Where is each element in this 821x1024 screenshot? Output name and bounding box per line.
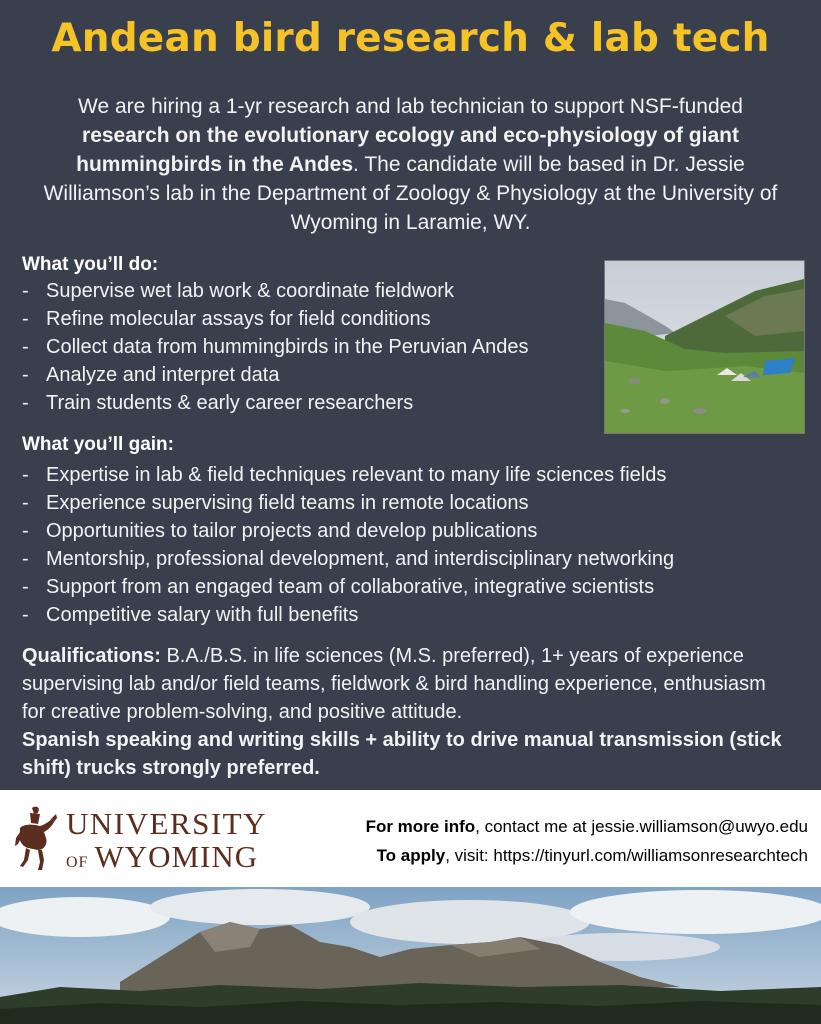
contact-footer: [0, 790, 821, 887]
list-item: - Expertise in lab & field techniques relevant to many life sciences fields: [22, 461, 674, 489]
logo-wordmark: [66, 808, 267, 880]
bucking-horse-icon: [14, 804, 58, 874]
info-label: For more info: [365, 817, 476, 836]
qualifications-note: Spanish speaking and writing skills + ability to drive manual transmission (stick shift) trucks strongly preferred.: [22, 729, 782, 779]
qualifications-paragraph: [22, 642, 792, 782]
list-item: - Supervise wet lab work & coordinate fieldwork: [22, 277, 528, 305]
logo-wyoming-line: [66, 840, 267, 880]
logo-of-text: OF: [66, 854, 89, 871]
list-item: - Refine molecular assays for field conditions: [22, 305, 528, 333]
andes-campsite-photo: [604, 260, 805, 434]
list-item: - Support from an engaged team of collaborative, integrative scientists: [22, 573, 674, 601]
qualifications-label: Qualifications:: [22, 645, 161, 667]
flyer-title: Andean bird research & lab tech: [51, 16, 770, 61]
list-item: - Mentorship, professional development, and interdisciplinary networking: [22, 545, 674, 573]
intro-text-1: We are hiring a 1-yr research and lab technician to support NSF-funded: [78, 95, 743, 118]
gain-list: [22, 461, 674, 629]
logo-wyoming-text: WYOMING: [94, 839, 259, 874]
list-item: - Collect data from hummingbirds in the Peruvian Andes: [22, 333, 528, 361]
list-item: - Analyze and interpret data: [22, 361, 528, 389]
wyoming-landscape-photo: [0, 887, 821, 1024]
qualifications-text: B.A./B.S. in life sciences (M.S. preferred), 1+ years of experience supervising lab and/or field teams, fieldwork & bird handling experience, enthusiasm for creative problem-solving, and positive attitude.: [22, 645, 766, 723]
apply-label: To apply: [376, 846, 446, 865]
university-logo: [14, 804, 267, 874]
contact-info: [278, 812, 808, 870]
do-heading: What you’ll do:: [22, 254, 159, 275]
logo-university-text: UNIVERSITY: [66, 806, 267, 841]
list-item: - Train students & early career researchers: [22, 389, 528, 417]
list-item: - Experience supervising field teams in remote locations: [22, 489, 674, 517]
info-text: , contact me at jessie.williamson@uwyo.edu: [475, 817, 808, 836]
apply-text: , visit: https://tinyurl.com/williamsonresearchtech: [445, 846, 808, 865]
gain-heading: What you’ll gain:: [22, 434, 174, 455]
apply-line: [278, 841, 808, 870]
do-list: [22, 277, 528, 417]
list-item: - Opportunities to tailor projects and develop publications: [22, 517, 674, 545]
list-item: - Competitive salary with full benefits: [22, 601, 674, 629]
contact-info-line: [278, 812, 808, 841]
intro-bold-text: research on the evolutionary ecology and eco-physiology of giant hummingbirds in the Andes: [76, 124, 739, 176]
intro-text-2: . The candidate will be based in Dr. Jessie Williamson’s lab in the Department of Zoology & Physiology at the University of Wyoming in Laramie, WY.: [43, 153, 778, 234]
intro-paragraph: [40, 92, 781, 237]
